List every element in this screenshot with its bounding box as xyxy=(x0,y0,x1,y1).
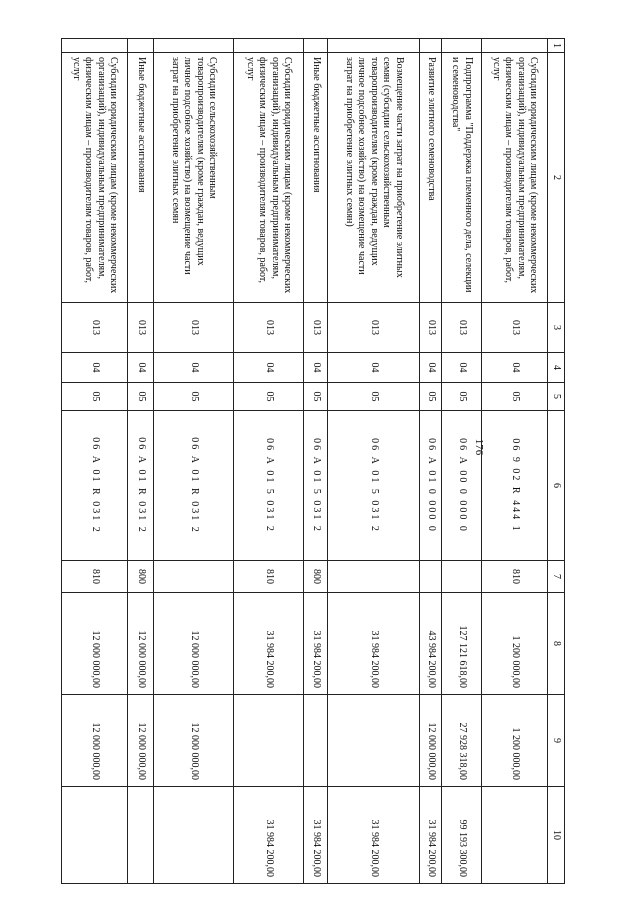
ministry-code-cell: 013 xyxy=(442,303,482,353)
column-header: 2 xyxy=(548,53,565,303)
expense-type-cell: 800 xyxy=(304,561,328,593)
ministry-code-cell: 013 xyxy=(234,303,304,353)
section-cell: 04 xyxy=(128,353,154,383)
expense-type-cell: 810 xyxy=(62,561,128,593)
subsection-cell: 05 xyxy=(304,383,328,411)
ministry-code-cell: 013 xyxy=(154,303,234,353)
table-row xyxy=(420,39,442,884)
section-cell: 04 xyxy=(62,353,128,383)
target-article-cell: 06 А 01 5 031 2 xyxy=(328,411,420,561)
subsection-cell: 05 xyxy=(62,383,128,411)
section-cell: 04 xyxy=(304,353,328,383)
item-name-cell: Субсидии сельскохозяйственным товаропроизводителям (кроме граждан, ведущих личное подсобное хозяйство) на возмещение части затрат на приобретение элитных семян xyxy=(154,53,234,303)
page-number: 176 xyxy=(473,438,485,456)
budget-table xyxy=(61,38,565,884)
row-number-cell xyxy=(420,39,442,53)
subsection-cell: 05 xyxy=(420,383,442,411)
section-cell: 04 xyxy=(234,353,304,383)
column-header: 7 xyxy=(548,561,565,593)
total-amount-cell: 127 121 618,00 xyxy=(442,593,482,695)
item-name-cell: Иные бюджетные ассигнования xyxy=(304,53,328,303)
row-number-cell xyxy=(128,39,154,53)
table-row xyxy=(62,39,128,884)
section-cell: 04 xyxy=(420,353,442,383)
amount-cell: 31 984 200,00 xyxy=(328,787,420,884)
row-number-cell xyxy=(482,39,548,53)
row-number-cell xyxy=(154,39,234,53)
table-row xyxy=(304,39,328,884)
table-row xyxy=(234,39,304,884)
amount-cell: 31 984 200,00 xyxy=(234,787,304,884)
total-amount-cell: 12 000 000,00 xyxy=(128,593,154,695)
amount-cell: 27 928 318,00 xyxy=(442,695,482,787)
item-name-cell: Субсидии юридическим лицам (кроме некоммерческих организаций), индивидуальным предпринимателям, физическим лицам – производителям товаров, работ, услуг xyxy=(234,53,304,303)
table-row xyxy=(154,39,234,884)
subsection-cell: 05 xyxy=(234,383,304,411)
expense-type-cell xyxy=(154,561,234,593)
row-number-cell xyxy=(328,39,420,53)
ministry-code-cell: 013 xyxy=(420,303,442,353)
item-name-cell: Возмещение части затрат на приобретение элитных семян (субсидии сельскохозяйственным товаропроизводителям (кроме граждан, ведущих личное подсобное хозяйство) на возмещение части затрат на приобретение элитных семян) xyxy=(328,53,420,303)
amount-cell xyxy=(482,787,548,884)
expense-type-cell: 810 xyxy=(234,561,304,593)
section-cell: 04 xyxy=(154,353,234,383)
row-number-cell xyxy=(62,39,128,53)
item-name-cell: Субсидии юридическим лицам (кроме некоммерческих организаций), индивидуальным предпринимателям, физическим лицам – производителям товаров, работ, услуг xyxy=(62,53,128,303)
total-amount-cell: 12 000 000,00 xyxy=(154,593,234,695)
item-name-cell: Субсидии юридическим лицам (кроме некоммерческих организаций), индивидуальным предпринимателям, физическим лицам – производителям товаров, работ, услуг xyxy=(482,53,548,303)
total-amount-cell: 1 200 000,00 xyxy=(482,593,548,695)
expense-type-cell xyxy=(420,561,442,593)
section-cell: 04 xyxy=(482,353,548,383)
table-row xyxy=(482,39,548,884)
amount-cell: 31 984 200,00 xyxy=(420,787,442,884)
expense-type-cell: 800 xyxy=(128,561,154,593)
target-article-cell: 06 А 00 0 000 0 xyxy=(442,411,482,561)
column-header: 5 xyxy=(548,383,565,411)
amount-cell: 12 000 000,00 xyxy=(62,695,128,787)
amount-cell: 1 200 000,00 xyxy=(482,695,548,787)
column-header: 3 xyxy=(548,303,565,353)
total-amount-cell: 31 984 200,00 xyxy=(328,593,420,695)
row-number-cell xyxy=(234,39,304,53)
ministry-code-cell: 013 xyxy=(304,303,328,353)
column-header: 6 xyxy=(548,411,565,561)
budget-table-container xyxy=(62,38,565,883)
section-cell: 04 xyxy=(328,353,420,383)
ministry-code-cell: 013 xyxy=(62,303,128,353)
target-article-cell: 06 9 02 R 444 1 xyxy=(482,411,548,561)
total-amount-cell: 31 984 200,00 xyxy=(234,593,304,695)
target-article-cell: 06 А 01 R 031 2 xyxy=(62,411,128,561)
column-header: 8 xyxy=(548,593,565,695)
item-name-cell: Развитие элитного семеноводства xyxy=(420,53,442,303)
expense-type-cell xyxy=(442,561,482,593)
target-article-cell: 06 А 01 R 031 2 xyxy=(154,411,234,561)
total-amount-cell: 43 984 200,00 xyxy=(420,593,442,695)
subsection-cell: 05 xyxy=(482,383,548,411)
amount-cell xyxy=(62,787,128,884)
target-article-cell: 06 А 01 5 031 2 xyxy=(234,411,304,561)
amount-cell: 99 193 300,00 xyxy=(442,787,482,884)
ministry-code-cell: 013 xyxy=(128,303,154,353)
amount-cell xyxy=(328,695,420,787)
column-header: 1 xyxy=(548,39,565,53)
section-cell: 04 xyxy=(442,353,482,383)
amount-cell: 31 984 200,00 xyxy=(304,787,328,884)
table-row xyxy=(328,39,420,884)
subsection-cell: 05 xyxy=(328,383,420,411)
amount-cell xyxy=(234,695,304,787)
table-row xyxy=(442,39,482,884)
header-row xyxy=(548,39,565,884)
expense-type-cell: 810 xyxy=(482,561,548,593)
column-header: 4 xyxy=(548,353,565,383)
subsection-cell: 05 xyxy=(128,383,154,411)
ministry-code-cell: 013 xyxy=(328,303,420,353)
total-amount-cell: 12 000 000,00 xyxy=(62,593,128,695)
row-number-cell xyxy=(304,39,328,53)
amount-cell xyxy=(128,787,154,884)
amount-cell xyxy=(154,787,234,884)
subsection-cell: 05 xyxy=(442,383,482,411)
expense-type-cell xyxy=(328,561,420,593)
column-header: 10 xyxy=(548,787,565,884)
column-header: 9 xyxy=(548,695,565,787)
item-name-cell: Иные бюджетные ассигнования xyxy=(128,53,154,303)
amount-cell: 12 000 000,00 xyxy=(128,695,154,787)
amount-cell xyxy=(304,695,328,787)
ministry-code-cell: 013 xyxy=(482,303,548,353)
target-article-cell: 06 А 01 R 031 2 xyxy=(128,411,154,561)
table-row xyxy=(128,39,154,884)
target-article-cell: 06 А 01 0 000 0 xyxy=(420,411,442,561)
subsection-cell: 05 xyxy=(154,383,234,411)
target-article-cell: 06 А 01 5 031 2 xyxy=(304,411,328,561)
item-name-cell: Подпрограмма "Поддержка племенного дела, селекции и семеноводства" xyxy=(442,53,482,303)
total-amount-cell: 31 984 200,00 xyxy=(304,593,328,695)
amount-cell: 12 000 000,00 xyxy=(154,695,234,787)
amount-cell: 12 000 000,00 xyxy=(420,695,442,787)
row-number-cell xyxy=(442,39,482,53)
